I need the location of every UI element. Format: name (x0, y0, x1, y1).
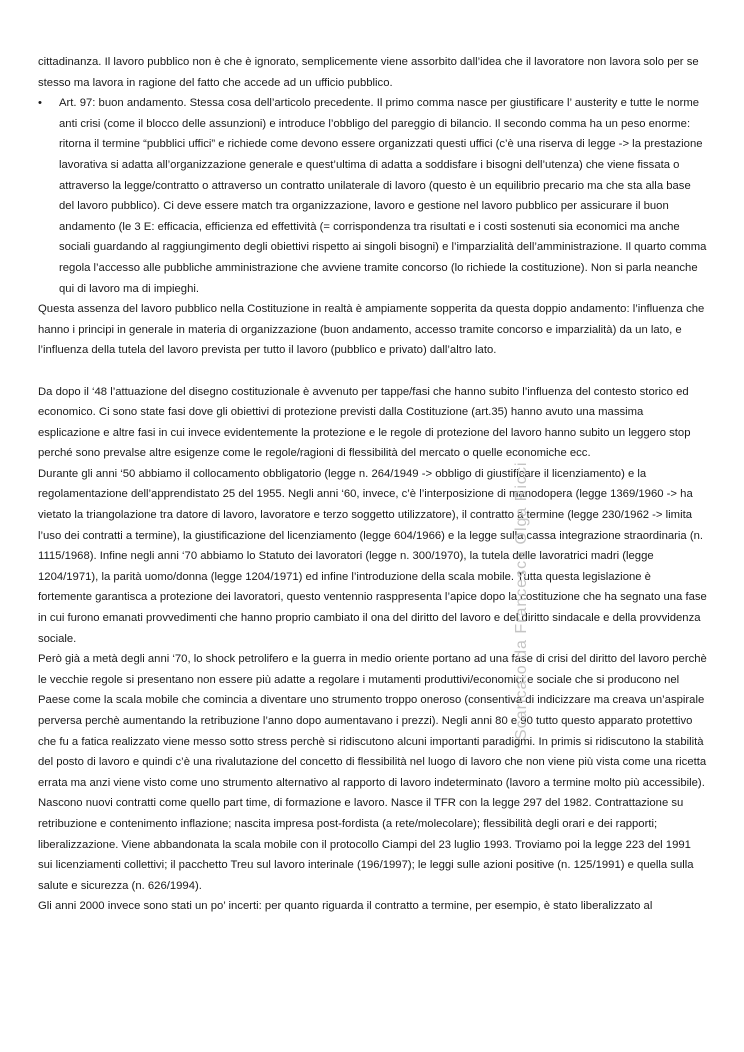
paragraph-assenza-lavoro-pubblico: Questa assenza del lavoro pubblico nella Costituzione in realtà è ampiamente sopperita da questa doppio andamento: l’influenza che hanno i principi in generale in materia di organizzazione (buon andamento, accesso tramite concorso e imparzialità) da un lato, e l’influenza della tutela del lavoro prevista per tutto il lavoro (pubblico e privato) dall’altro lato. (38, 303, 705, 357)
paragraph-anni-2000: Gli anni 2000 invece sono stati un po’ incerti: per quanto riguarda il contratto a termine, per esempio, è stato liberalizzato al (38, 900, 653, 913)
paragraph-spacer (38, 361, 708, 382)
paragraph-anni-70: Però già a metà degli anni ‘70, lo shock petrolifero e la guerra in medio oriente portano ad una fase di crisi del diritto del lavoro perchè le vecchie regole si presentano non essere più adatte a regolare i mutamenti produttivi/economici e sociale che si producono nel Paese come la scala mobile che comincia a diventare uno strumento troppo oneroso (consentiva di indicizzare ma creava un’aspirale perversa perchè aumentando la retribuzione l’anno dopo aumentavano i prezzi). Negli anni 80 e 90 tutto questo apparato protettivo che fu a fatica realizzato viene messo sotto stress perchè si ridiscutono alcuni importanti paradigmi. In primis si ridiscutono la stabilità del posto di lavoro e quindi c’è una rivalutazione del concetto di flessibilità nel luogo di lavoro che non viene più vista come una ricetta errata ma anzi viene visto come uno strumento alternativo al rapporto di lavoro indeterminato (lavoro a termine molto più accessibile). Nascono nuovi contratti come quello part time, di formazione e lavoro. Nasce il TFR con la legge 297 del 1982. Contrattazione su retribuzione e contenimento inflazione; nascita impresa post-fordista (a rete/molecolare); flessibilità degli orari e dei rapporti; liberalizzazione. Viene abbandonata la scala mobile con il protocollo Ciampi del 23 luglio 1993. Troviamo poi la legge 223 del 1991 sui licenziamenti collettivi; il pacchetto Treu sul lavoro interinale (196/1997); le leggi sulle azioni positive (n. 125/1991) e quella sulla salute e sicurezza (n. 626/1994). (38, 653, 707, 892)
bullet-item-art97 (38, 93, 708, 299)
bullet-marker: • (38, 97, 42, 110)
paragraph-cittadinanza: cittadinanza. Il lavoro pubblico non è che è ignorato, semplicemente viene assorbito dall’idea che il lavoratore non lavora solo per se stesso ma lavora in ragione del fatto che accede ad un ufficio pubblico. (38, 56, 699, 89)
bullet-text-art97: Art. 97: buon andamento. Stessa cosa dell’articolo precedente. Il primo comma nasce per giustificare l’ austerity e tutte le norme anti crisi (come il blocco delle assunzioni) e introduce l’obbligo del pareggio di bilancio. Il secondo comma ha un peso enorme: ritorna il termine “pubblici uffici” e richiede come devono essere organizzati questi uffici (c’è una riserva di legge -> la prestazione lavorativa si adatta all’organizzazione generale e quest’ultima di adatta a soddisfare i bisogni dell’utenza) che viene fissata o attraverso la legge/contratto o attraverso un contratto unilaterale di lavoro (questo è un equilibrio precario ma che sta alla base del lavoro pubblico). Ci deve essere match tra organizzazione, lavoro e gestione nel lavoro pubblico per assicurare il buon andamento (le 3 E: efficacia, efficienza ed effettività (= corrispondenza tra risultati e i costi sostenuti sia economici ma anche sociali guardando al raggiungimento degli obiettivi rispetto ai singoli bisogni) e l’imparzialità dell’amministrazione. Il quarto comma regola l’accesso alle pubbliche amministrazione che avviene tramite concorso (lo richiede la costituzione). Non si parla neanche qui di lavoro ma di impieghi. (59, 97, 707, 295)
document-page (38, 52, 708, 917)
download-watermark: Scaricato da Francesca Olga Ricci (513, 461, 530, 740)
paragraph-anni-50: Durante gli anni ‘50 abbiamo il collocamento obbligatorio (legge n. 264/1949 -> obbligo di giustificare il licenziamento) e la regolamentazione dell’apprendistato 25 del 1955. Negli anni ‘60, invece, c’è l’interposizione di manodopera (legge 1369/1960 -> ha vietato la triangolazione tra datore di lavoro, lavoratore e terzo soggetto utilizzatore), il contratto a termine (legge 230/1962 -> limita l’uso dei contratti a termine), la giustificazione del licenziamento (legge 604/1966) e la legge sulla cassa integrazione straordinaria (n. 1115/1968). Infine negli anni ‘70 abbiamo lo Statuto dei lavoratori (legge n. 300/1970), la tutela delle lavoratrici madri (legge 1204/1971), la parità uomo/donna (legge 1204/1971) ed infine l’introduzione della scala mobile. Tutta questa legislazione è fortemente garantisca a protezione dei lavoratori, questo ventennio rasppresenta l’apice dopo la costituzione che ha segnato una fase in cui furono emanati provvedimenti che hanno proprio cambiato il ona del diritto del lavoro e del diritto sindacale e della provvidenza sociale. (38, 467, 707, 645)
paragraph-dopo-48: Da dopo il ‘48 l’attuazione del disegno costituzionale è avvenuto per tappe/fasi che hanno subito l’influenza del contesto storico ed economico. Ci sono state fasi dove gli obiettivi di protezione previsti dalla Costituzione (art.35) hanno avuto una massima esplicazione e altre fasi in cui invece evidentemente la protezione e le regole di protezione del lavoro hanno subito un leggero stop perché sono prevalse altre esigenze come le regole/ragioni di flessibilità del mercato o quelle economiche ecc. (38, 385, 691, 460)
